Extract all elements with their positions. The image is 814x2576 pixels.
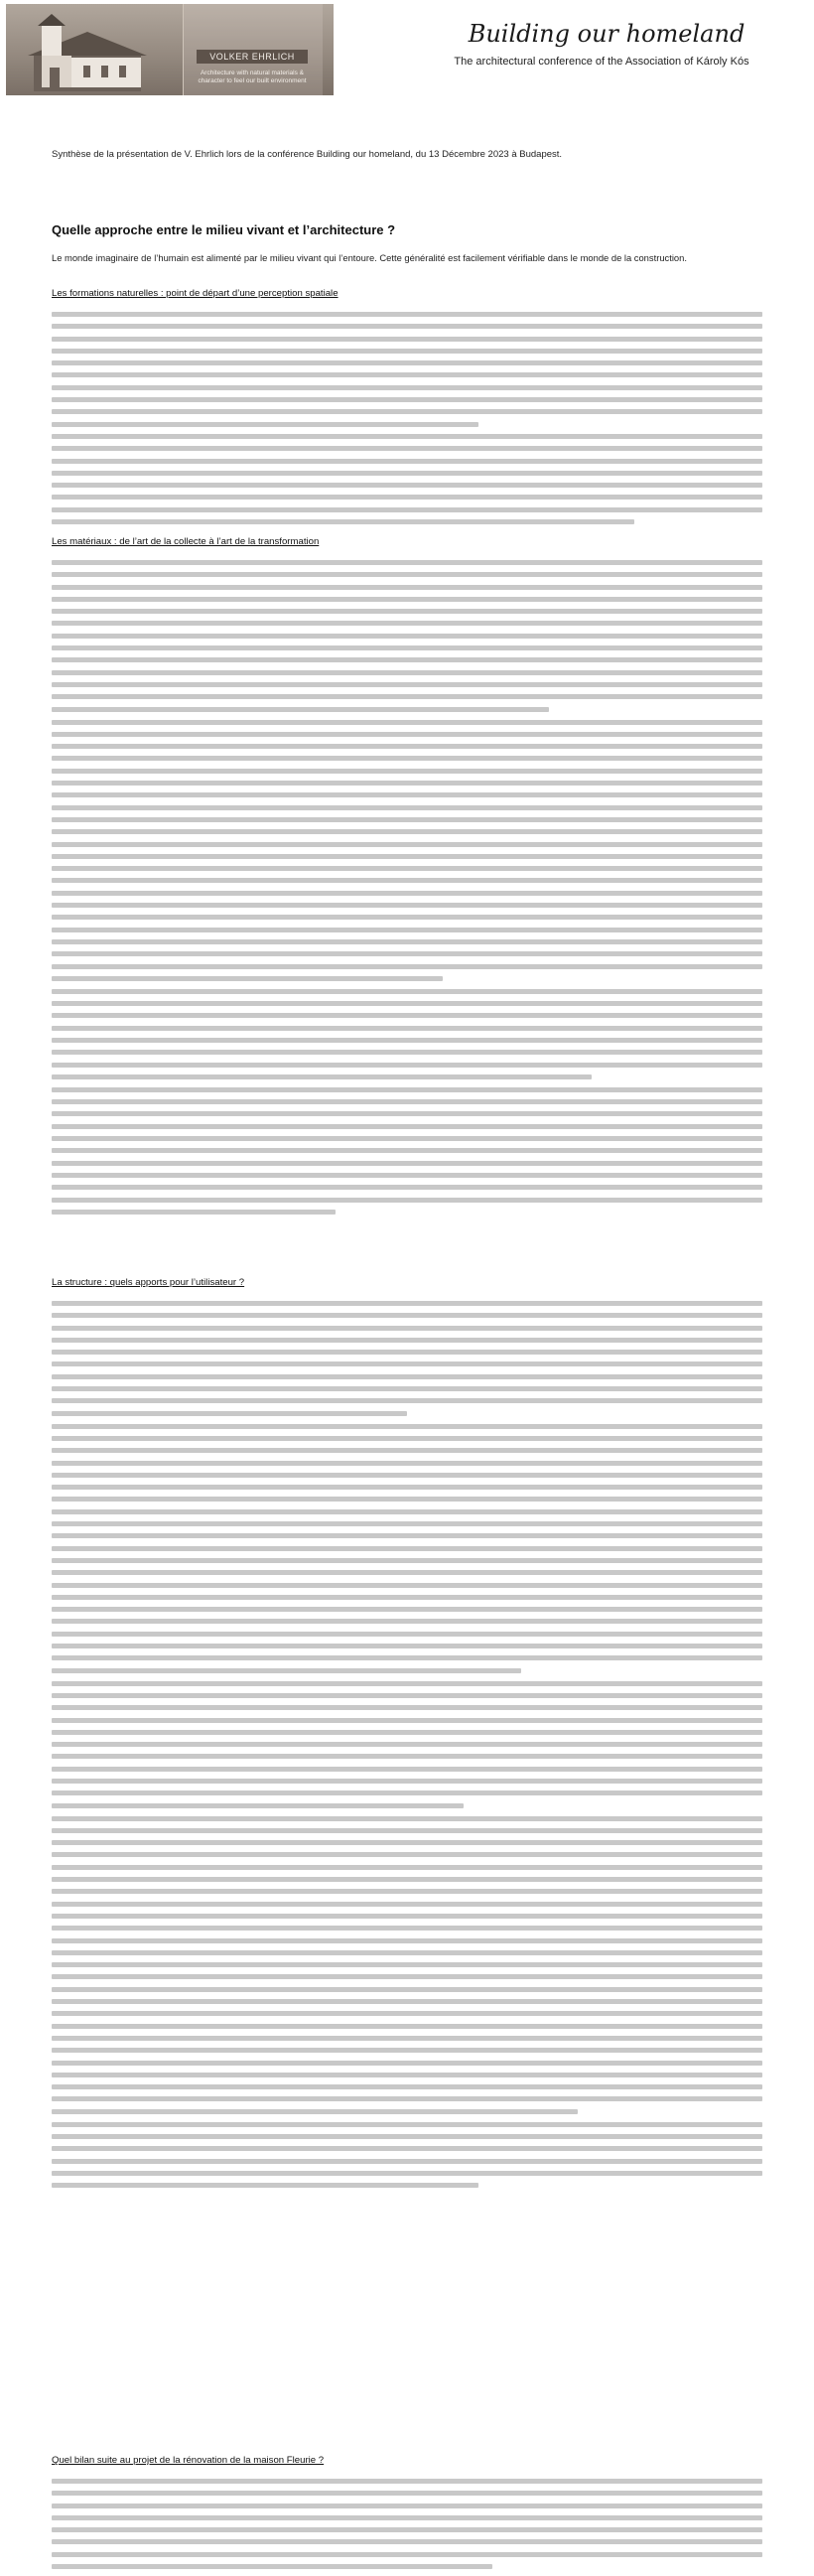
conference-logo — [6, 4, 334, 95]
section-body-placeholder — [52, 560, 762, 1221]
page-subtitle: The architectural conference of the Association of Károly Kós — [454, 56, 749, 68]
church-illustration — [28, 14, 147, 91]
section-body-placeholder — [52, 2479, 762, 2576]
main-heading: Quelle approche entre le milieu vivant et l’architecture ? — [52, 222, 396, 237]
logo-name: VOLKER EHRLICH — [197, 50, 308, 64]
section-title: Les formations naturelles : point de départ d’une perception spatiale — [52, 288, 339, 299]
section-body-placeholder — [52, 312, 762, 531]
opening-paragraph: Le monde imaginaire de l’humain est alimenté par le milieu vivant qui l’entoure. Cette généralité est facilement vérifiable dans le monde de la construction. — [52, 252, 687, 263]
section-title: Les matériaux : de l’art de la collecte à l’art de la transformation — [52, 536, 320, 547]
section-title: Quel bilan suite au projet de la rénovation de la maison Fleurie ? — [52, 2455, 325, 2466]
page-header — [6, 4, 808, 95]
intro-line: Synthèse de la présentation de V. Ehrlich lors de la conférence Building our homeland, du 13 Décembre 2023 à Budapest. — [52, 149, 563, 160]
section-title: La structure : quels apports pour l’utilisateur ? — [52, 1277, 245, 1288]
logo-tagline: Architecture with natural materials & character to feel our built environment — [198, 70, 307, 84]
section-body-placeholder — [52, 1301, 762, 2195]
page-title: Building our homeland — [468, 20, 746, 48]
